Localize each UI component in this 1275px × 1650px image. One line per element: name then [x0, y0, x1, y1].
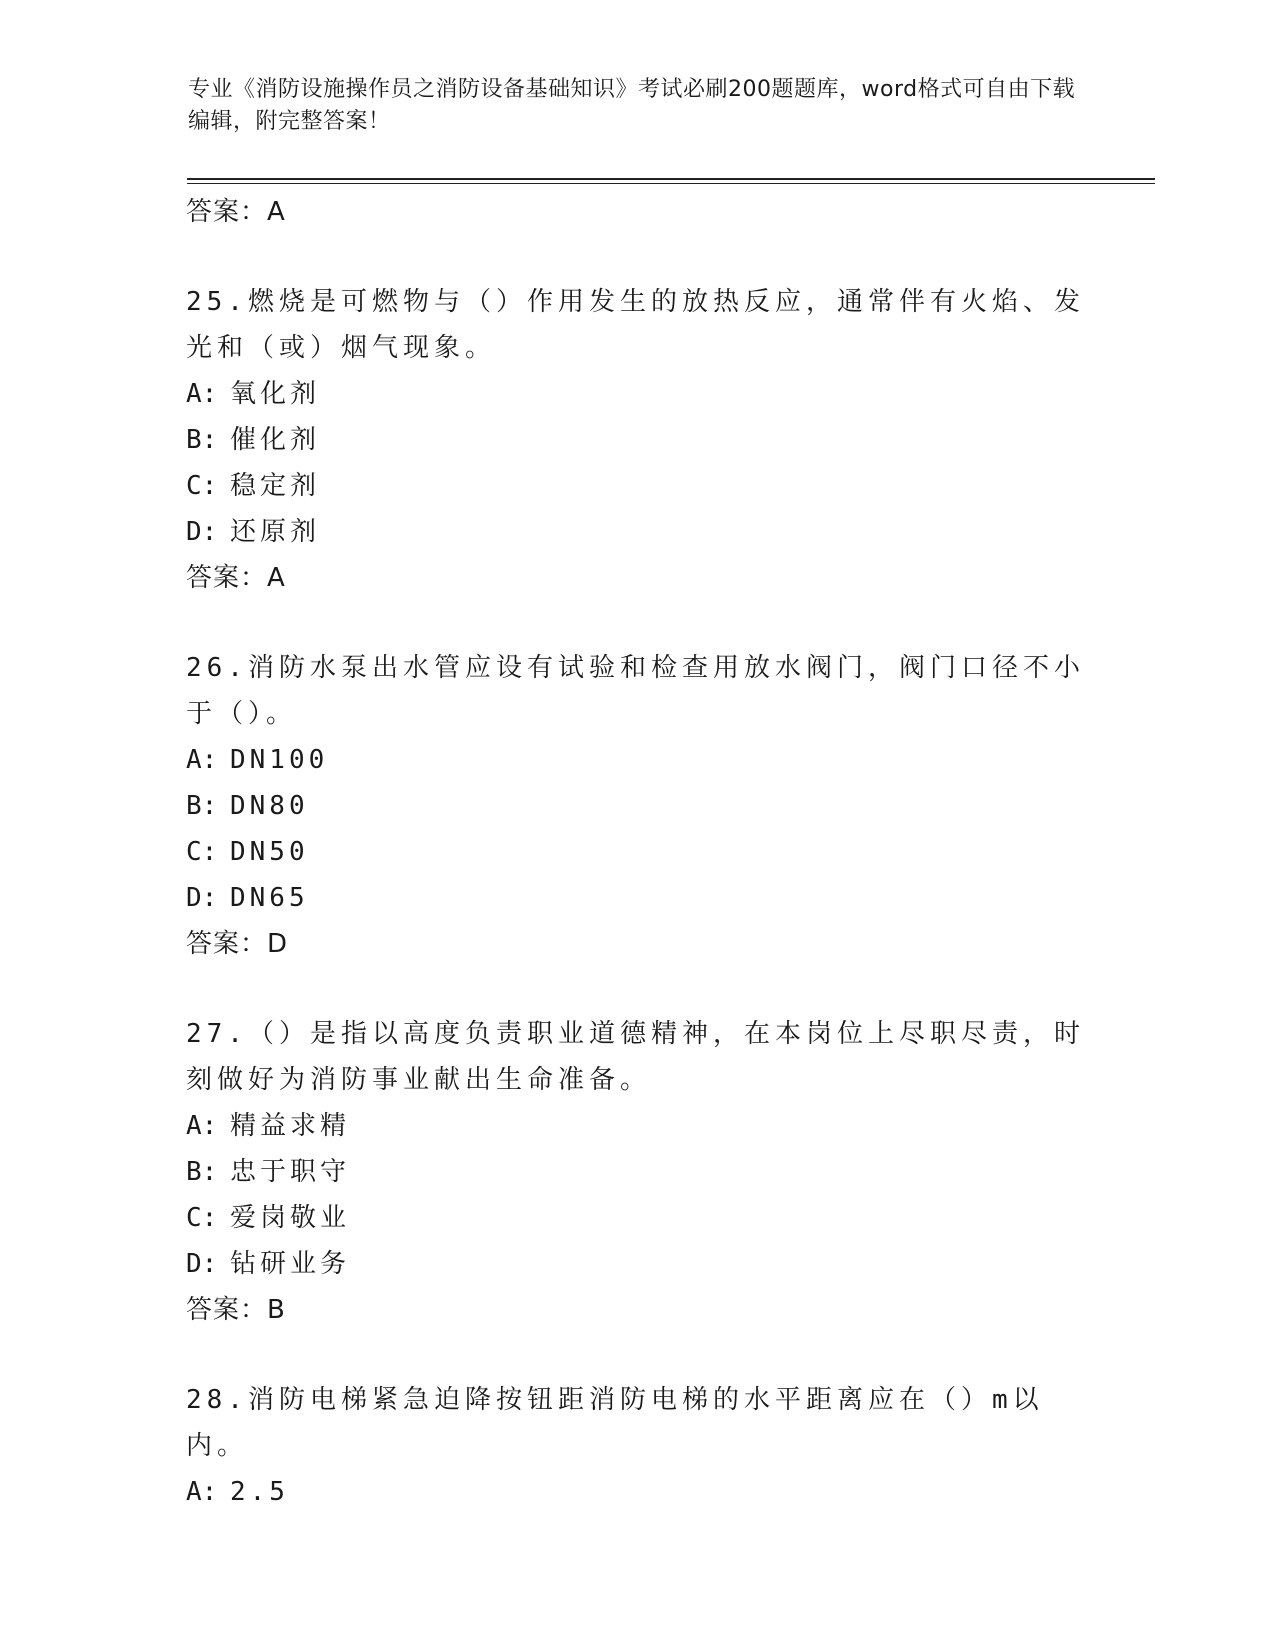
option-text: DN100 — [230, 745, 329, 775]
question-27 — [186, 1011, 1086, 1333]
question-answer: 答案：B — [186, 1295, 286, 1325]
question-stem: 25.燃烧是可燃物与（）作用发生的放热反应，通常伴有火焰、发光和（或）烟气现象。 — [186, 287, 1085, 363]
option-letter: A: — [186, 379, 218, 409]
previous-answer: 答案：A — [186, 197, 286, 227]
option-letter: D: — [186, 517, 218, 547]
option-text: 2.5 — [230, 1477, 289, 1507]
option-c — [186, 463, 1086, 509]
option-text: 催化剂 — [230, 425, 321, 455]
option-letter: C: — [186, 1203, 218, 1233]
option-c — [186, 1195, 1086, 1241]
question-answer: 答案：D — [186, 929, 289, 959]
option-text: 爱岗敬业 — [230, 1203, 351, 1233]
option-letter: C: — [186, 471, 218, 501]
option-text: 还原剂 — [230, 517, 321, 547]
option-a — [186, 1469, 1086, 1515]
option-letter: B: — [186, 1157, 218, 1187]
question-stem: 27.（）是指以高度负责职业道德精神，在本岗位上尽职尽责，时刻做好为消防事业献出生命准备。 — [186, 1019, 1085, 1095]
question-28 — [186, 1377, 1086, 1515]
page-header: 专业《消防设施操作员之消防设备基础知识》考试必刷200题题库，word格式可自由下载编辑，附完整答案！ — [188, 77, 1076, 134]
option-c — [186, 829, 1086, 875]
question-stem: 26.消防水泵出水管应设有试验和检查用放水阀门，阀门口径不小于（）。 — [186, 653, 1085, 729]
option-text: DN80 — [230, 791, 309, 821]
question-26 — [186, 645, 1086, 967]
option-text: 精益求精 — [230, 1111, 351, 1141]
option-d — [186, 509, 1086, 555]
option-letter: B: — [186, 791, 218, 821]
option-letter: D: — [186, 883, 218, 913]
option-b — [186, 417, 1086, 463]
option-b — [186, 1149, 1086, 1195]
question-list — [186, 189, 1086, 1515]
question-25 — [186, 279, 1086, 601]
option-letter: A: — [186, 1477, 218, 1507]
option-a — [186, 1103, 1086, 1149]
option-letter: B: — [186, 425, 218, 455]
option-text: 钻研业务 — [230, 1249, 351, 1279]
option-letter: D: — [186, 1249, 218, 1279]
option-a — [186, 737, 1086, 783]
option-d — [186, 875, 1086, 921]
option-text: 氧化剂 — [230, 379, 321, 409]
option-letter: A: — [186, 745, 218, 775]
header-rule — [187, 178, 1155, 180]
header-rule-thin — [187, 183, 1155, 184]
option-text: DN65 — [230, 883, 309, 913]
option-letter: A: — [186, 1111, 218, 1141]
option-a — [186, 371, 1086, 417]
question-answer: 答案：A — [186, 563, 286, 593]
option-letter: C: — [186, 837, 218, 867]
option-text: 忠于职守 — [230, 1157, 351, 1187]
option-d — [186, 1241, 1086, 1287]
option-b — [186, 783, 1086, 829]
option-text: DN50 — [230, 837, 309, 867]
option-text: 稳定剂 — [230, 471, 321, 501]
question-stem: 28.消防电梯紧急迫降按钮距消防电梯的水平距离应在（）m以内。 — [186, 1385, 1044, 1461]
